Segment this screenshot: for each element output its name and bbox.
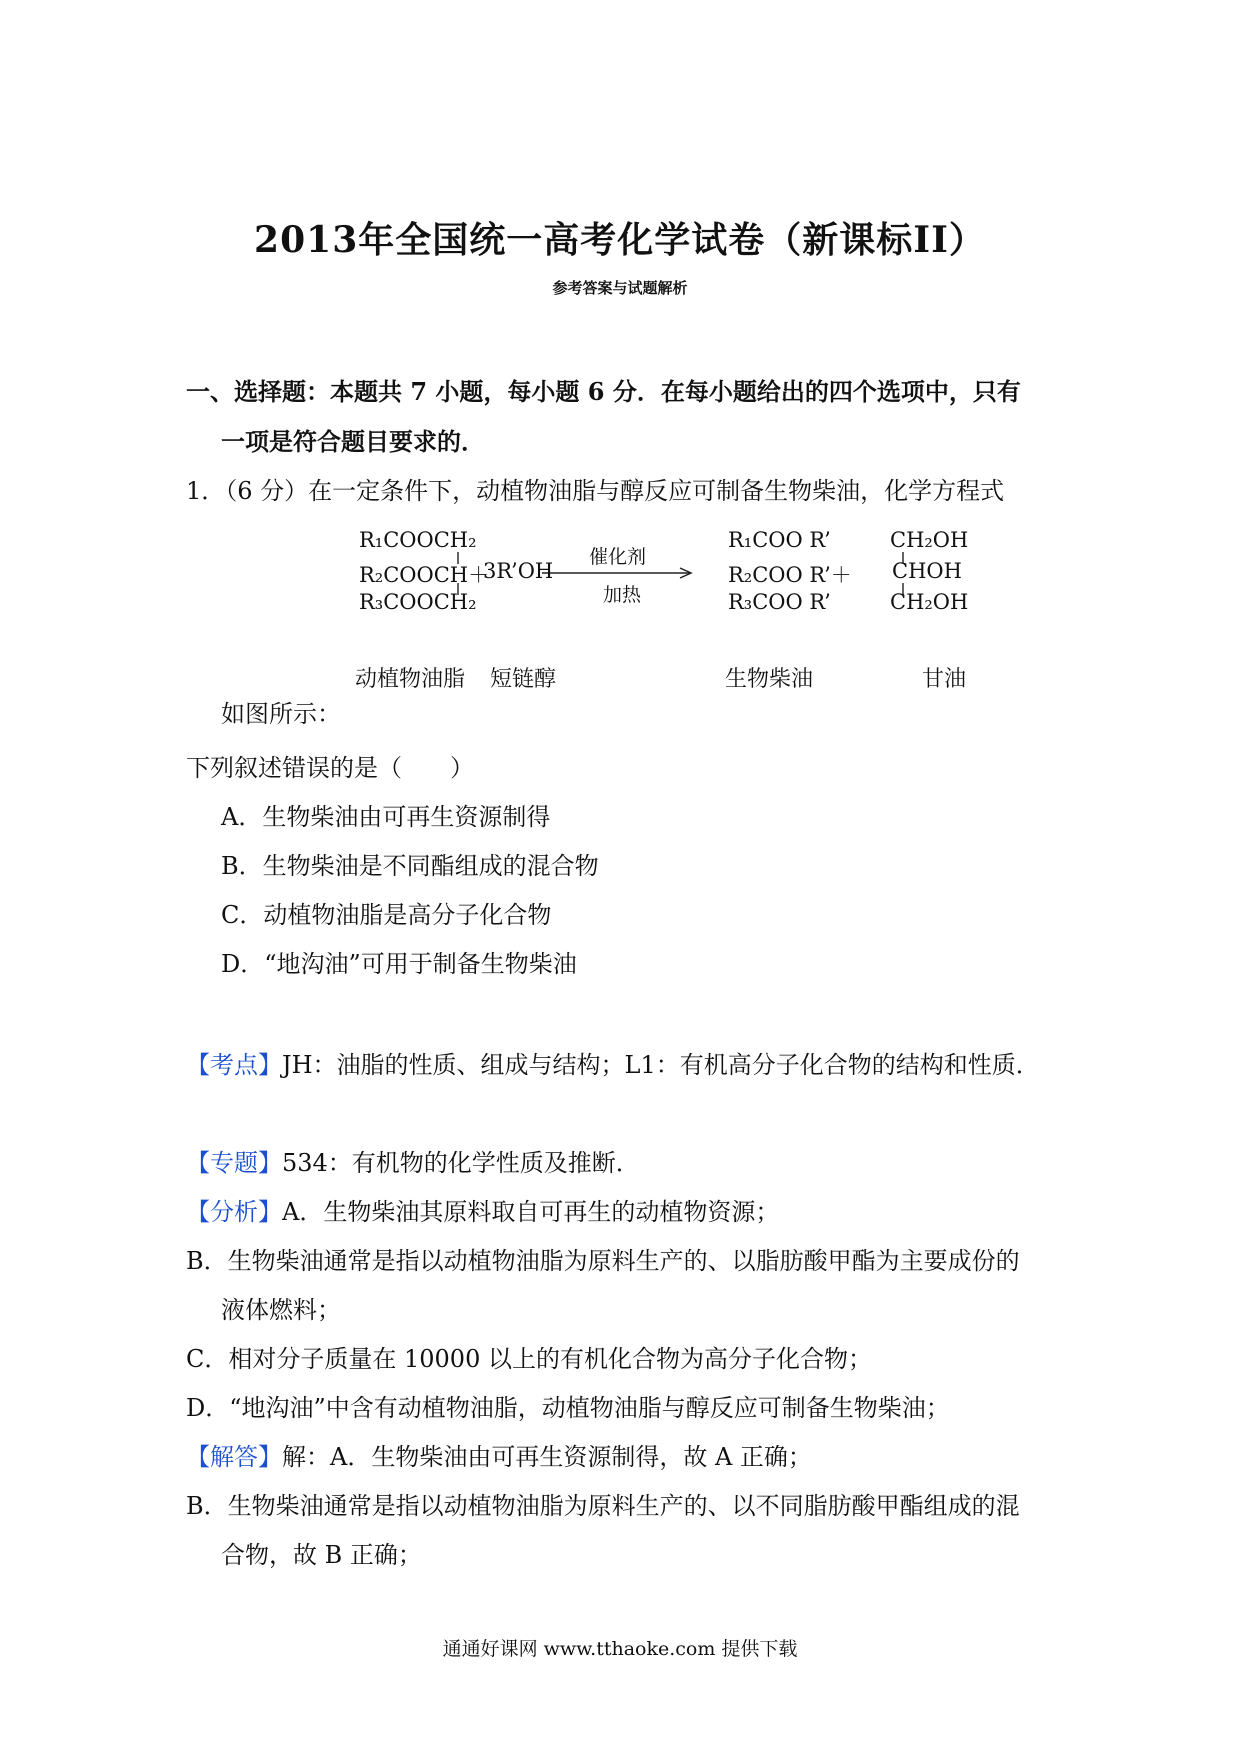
condition-heat: 加热 bbox=[603, 584, 642, 606]
zhuanti-tag: 【专题】 bbox=[186, 1149, 282, 1177]
label-alcohol: 短链醇 bbox=[490, 667, 557, 692]
zhuanti-line bbox=[186, 1143, 640, 1178]
option-b: B．生物柴油是不同酯组成的混合物 bbox=[221, 852, 599, 880]
section-heading-cont: 一项是符合题目要求的． bbox=[221, 427, 485, 456]
glycerol-row-1: CH₂OH bbox=[890, 528, 969, 552]
fenxi-text: A．生物柴油其原料取自可再生的动植物资源； bbox=[282, 1198, 780, 1226]
kaodian-text: JH：油脂的性质、组成与结构；L1：有机高分子化合物的结构和性质． bbox=[282, 1051, 1040, 1079]
option-c: C．动植物油脂是高分子化合物 bbox=[221, 901, 552, 929]
question-stem: 1．（6 分）在一定条件下，动植物油脂与醇反应可制备生物柴油，化学方程式 bbox=[186, 477, 1005, 505]
fenxi-line bbox=[186, 1192, 779, 1227]
fenxi-tag: 【分析】 bbox=[186, 1198, 282, 1226]
fenxi-d-line: D．“地沟油”中含有动植物油脂，动植物油脂与醇反应可制备生物柴油； bbox=[186, 1394, 950, 1422]
glycerol-row-3: CH₂OH bbox=[890, 590, 969, 614]
section-heading: 一、选择题：本题共 7 小题，每小题 6 分．在每小题给出的四个选项中，只有 bbox=[186, 377, 1021, 406]
fenxi-b-cont: 液体燃料； bbox=[221, 1296, 341, 1324]
option-d: D．“地沟油”可用于制备生物柴油 bbox=[221, 950, 577, 978]
fenxi-c-line: C．相对分子质量在 10000 以上的有机化合物为高分子化合物； bbox=[186, 1345, 872, 1373]
figure-note: 如图所示： bbox=[221, 700, 341, 728]
product-row-3: R₃COO R’ bbox=[728, 590, 831, 614]
page-subtitle: 参考答案与试题解析 bbox=[552, 279, 688, 297]
jieda-text: 解：A．生物柴油由可再生资源制得，故 A 正确； bbox=[282, 1443, 812, 1471]
kaodian-tag: 【考点】 bbox=[186, 1051, 282, 1079]
option-a: A．生物柴油由可再生资源制得 bbox=[221, 803, 551, 831]
kaodian-line bbox=[186, 1045, 1040, 1080]
question-prompt: 下列叙述错误的是（ ） bbox=[186, 754, 474, 782]
reactant-row-3: R₃COOCH₂ bbox=[359, 590, 477, 614]
jieda-line bbox=[186, 1437, 812, 1472]
product-row-1: R₁COO R’ bbox=[728, 528, 831, 552]
condition-catalyst: 催化剂 bbox=[589, 546, 647, 568]
product-row-2: R₂COO R’＋ bbox=[728, 563, 852, 587]
label-biodiesel: 生物柴油 bbox=[725, 667, 814, 692]
jieda-b-line: B．生物柴油通常是指以动植物油脂为原料生产的、以不同脂肪酸甲酯组成的混 bbox=[186, 1492, 1020, 1520]
label-fat: 动植物油脂 bbox=[355, 667, 466, 692]
zhuanti-text: 534：有机物的化学性质及推断． bbox=[282, 1149, 640, 1177]
glycerol-row-2: CHOH bbox=[892, 559, 962, 583]
jieda-b-cont: 合物，故 B 正确； bbox=[221, 1541, 422, 1569]
reactant-row-2: R₂COOCH＋ bbox=[359, 563, 490, 587]
label-glycerol: 甘油 bbox=[922, 667, 967, 692]
jieda-tag: 【解答】 bbox=[186, 1443, 282, 1471]
page-footer: 通通好课网 www.tthaoke.com 提供下载 bbox=[442, 1638, 798, 1660]
reaction-equation-figure bbox=[355, 522, 1015, 702]
fenxi-b-line: B．生物柴油通常是指以动植物油脂为原料生产的、以脂肪酸甲酯为主要成份的 bbox=[186, 1247, 1020, 1275]
reactant-row-1: R₁COOCH₂ bbox=[359, 528, 477, 552]
reagent-alcohol: 3R’OH bbox=[483, 559, 554, 583]
page-title: 2013年全国统一高考化学试卷（新课标II） bbox=[254, 219, 986, 261]
